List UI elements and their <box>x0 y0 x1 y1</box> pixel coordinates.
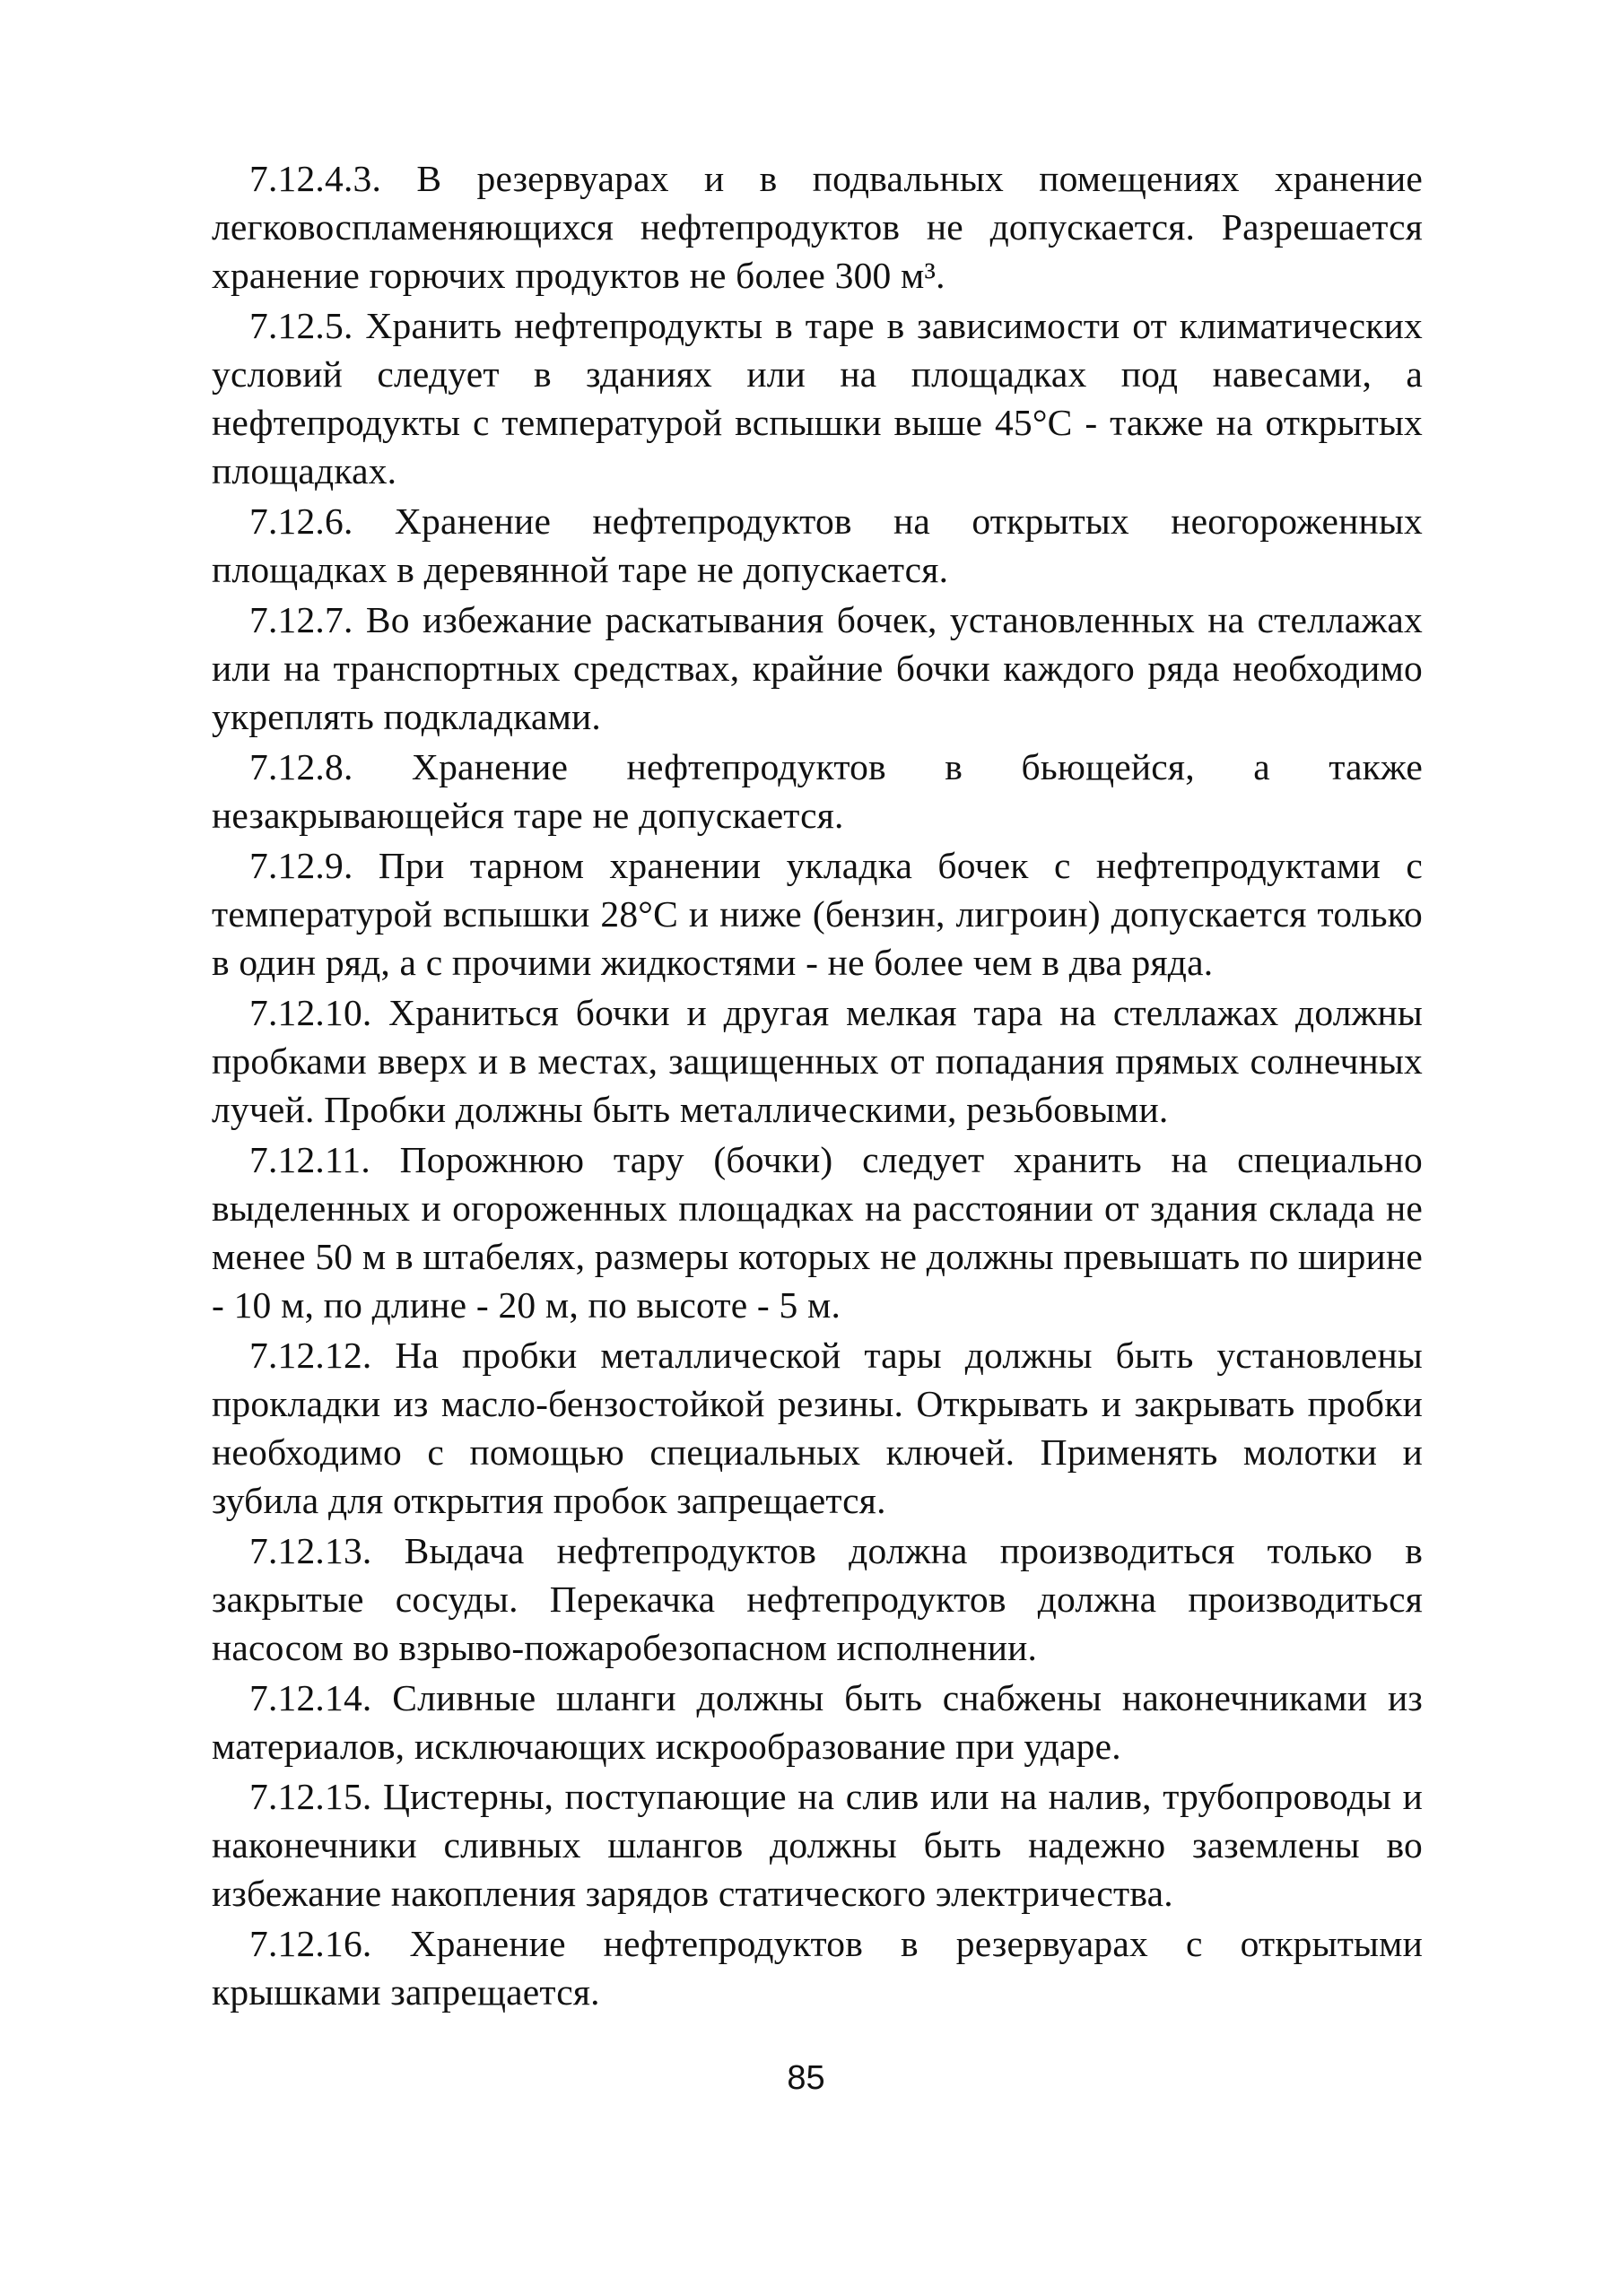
paragraph-7-12-7: 7.12.7. Во избежание раскатывания бочек, установленных на стеллажах или на транспортных средствах, крайние бочки каждого ряда необходимо укреплять подкладками. <box>212 599 1423 737</box>
paragraph-7-12-16: 7.12.16. Хранение нефтепродуктов в резервуарах с открытыми крышками запрещается. <box>212 1923 1423 2013</box>
page-number: 85 <box>787 2059 825 2097</box>
paragraph-7-12-10: 7.12.10. Храниться бочки и другая мелкая тара на стеллажах должны пробками вверх и в местах, защищенных от попадания прямых солнечных лучей. Пробки должны быть металлическими, резьбовыми. <box>212 992 1423 1130</box>
paragraph-7-12-5: 7.12.5. Хранить нефтепродукты в таре в зависимости от климатических условий следует в зданиях или на площадках под навесами, а нефтепродукты с температурой вспышки выше 45°С - также на открытых площадках. <box>212 305 1423 491</box>
paragraph-7-12-8: 7.12.8. Хранение нефтепродуктов в бьющейся, а также незакрывающейся таре не допускается. <box>212 746 1423 836</box>
paragraph-7-12-13: 7.12.13. Выдача нефтепродуктов должна производиться только в закрытые сосуды. Перекачка нефтепродуктов должна производиться насосом во взрыво-пожаробезопасном исполнении. <box>212 1530 1423 1668</box>
body-text <box>212 154 1423 2016</box>
paragraph-7-12-15: 7.12.15. Цистерны, поступающие на слив или на налив, трубопроводы и наконечники сливных шлангов должны быть надежно заземлены во избежание накопления зарядов статического электричества. <box>212 1776 1423 1914</box>
paragraph-7-12-11: 7.12.11. Порожнюю тару (бочки) следует хранить на специально выделенных и огороженных площадках на расстоянии от здания склада не менее 50 м в штабелях, размеры которых не должны превышать по ширине - 10 м, по длине - 20 м, по высоте - 5 м. <box>212 1139 1423 1326</box>
paragraph-7-12-6: 7.12.6. Хранение нефтепродуктов на открытых неогороженных площадках в деревянной таре не допускается. <box>212 500 1423 590</box>
paragraph-7-12-14: 7.12.14. Сливные шланги должны быть снабжены наконечниками из материалов, исключающих искрообразование при ударе. <box>212 1677 1423 1767</box>
paragraph-7-12-4-3: 7.12.4.3. В резервуарах и в подвальных помещениях хранение легковоспламеняющихся нефтепродуктов не допускается. Разрешается хранение горючих продуктов не более 300 м³. <box>212 158 1423 296</box>
paragraph-7-12-9: 7.12.9. При тарном хранении укладка бочек с нефтепродуктами с температурой вспышки 28°С и ниже (бензин, лигроин) допускается только в один ряд, а с прочими жидкостями - не более чем в два ряда. <box>212 845 1423 983</box>
paragraph-7-12-12: 7.12.12. На пробки металлической тары должны быть установлены прокладки из масло-бензостойкой резины. Открывать и закрывать пробки необходимо с помощью специальных ключей. Применять молотки и зубила для открытия пробок запрещается. <box>212 1335 1423 1521</box>
